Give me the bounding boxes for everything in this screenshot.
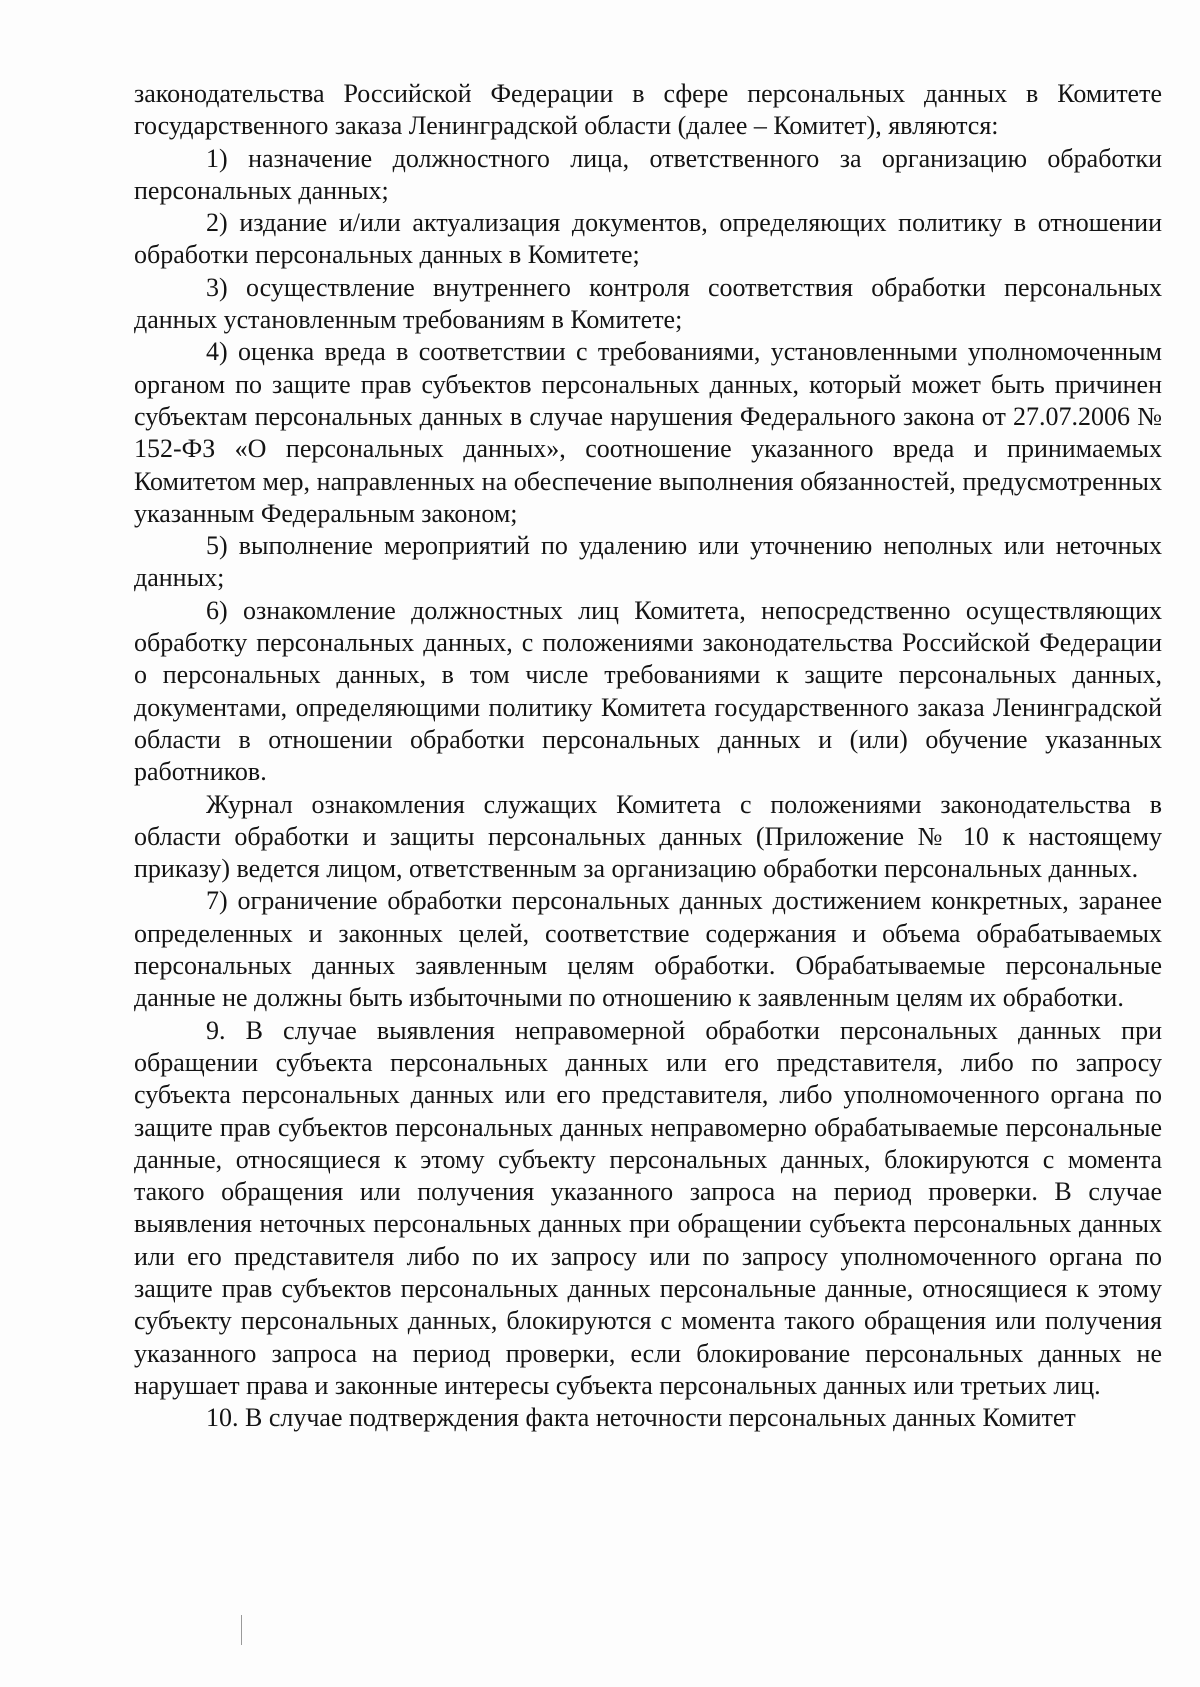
document-body	[134, 78, 1162, 1434]
paragraph-item-5: 5) выполнение мероприятий по удалению или уточнению неполных или неточных данных;	[134, 531, 1162, 593]
paragraph-section-10: 10. В случае подтверждения факта неточности персональных данных Комитет	[206, 1403, 1076, 1433]
paragraph-section-9: 9. В случае выявления неправомерной обработки персональных данных при обращении субъекта персональных данных или его представителя, либо по запросу субъекта персональных данных или его представителя, либо уполномоченного органа по защите прав субъектов персональных данных неправомерно обрабатываемые персональные данные, относящиеся к этому субъекту персональных данных, блокируются с момента такого обращения или получения указанного запроса на период проверки. В случае выявления неточных персональных данных при обращении субъекта персональных данных или его представителя либо по их запросу или по запросу уполномоченного органа по защите прав субъектов персональных данных персональные данные, относящиеся к этому субъекту персональных данных, блокируются с момента такого обращения или получения указанного запроса на период проверки, если блокирование персональных данных не нарушает права и законные интересы субъекта персональных данных или третьих лиц.	[134, 1015, 1162, 1400]
paragraph-journal: Журнал ознакомления служащих Комитета с положениями законодательства в области обработки и защиты персональных данных (Приложение № 10 к настоящему приказу) ведется лицом, ответственным за организацию обработки персональных данных.	[134, 789, 1162, 884]
paragraph-item-3: 3) осуществление внутреннего контроля соответствия обработки персональных данных установленным требованиям в Комитете;	[134, 272, 1162, 335]
paragraph-item-4: 4) оценка вреда в соответствии с требованиями, установленными уполномоченным органом по защите прав субъектов персональных данных, который может быть причинен субъектам персональных данных в случае нарушения Федерального закона от 27.07.2006 № 152-ФЗ «О персональных данных», соотношение указанного вреда и принимаемых Комитетом мер, направленных на обеспечение выполнения обязанностей, предусмотренных указанным Федеральным законом;	[134, 337, 1162, 528]
paragraph-item-6: 6) ознакомление должностных лиц Комитета, непосредственно осуществляющих обработку персональных данных, с положениями законодательства Российской Федерации о персональных данных, в том числе требованиями к защите персональных данных, документами, определяющими политику Комитета государственного заказа Ленинградской области в отношении обработки персональных данных и (или) обучение указанных работников.	[134, 595, 1162, 787]
paragraph-item-1: 1) назначение должностного лица, ответственного за организацию обработки персональных данных;	[134, 143, 1162, 205]
paragraph-item-2: 2) издание и/или актуализация документов, определяющих политику в отношении обработки персональных данных в Комитете;	[134, 208, 1162, 270]
scan-artifact-line	[241, 1615, 242, 1645]
paragraph-continuation: законодательства Российской Федерации в сфере персональных данных в Комитете государственного заказа Ленинградской области (далее – Комитет), являются:	[134, 79, 1162, 141]
paragraph-item-7: 7) ограничение обработки персональных данных достижением конкретных, заранее определенных и законных целей, соответствие содержания и объема обрабатываемых персональных данных заявленным целям обработки. Обрабатываемые персональные данные не должны быть избыточными по отношению к заявленным целям их обработки.	[134, 886, 1162, 1013]
